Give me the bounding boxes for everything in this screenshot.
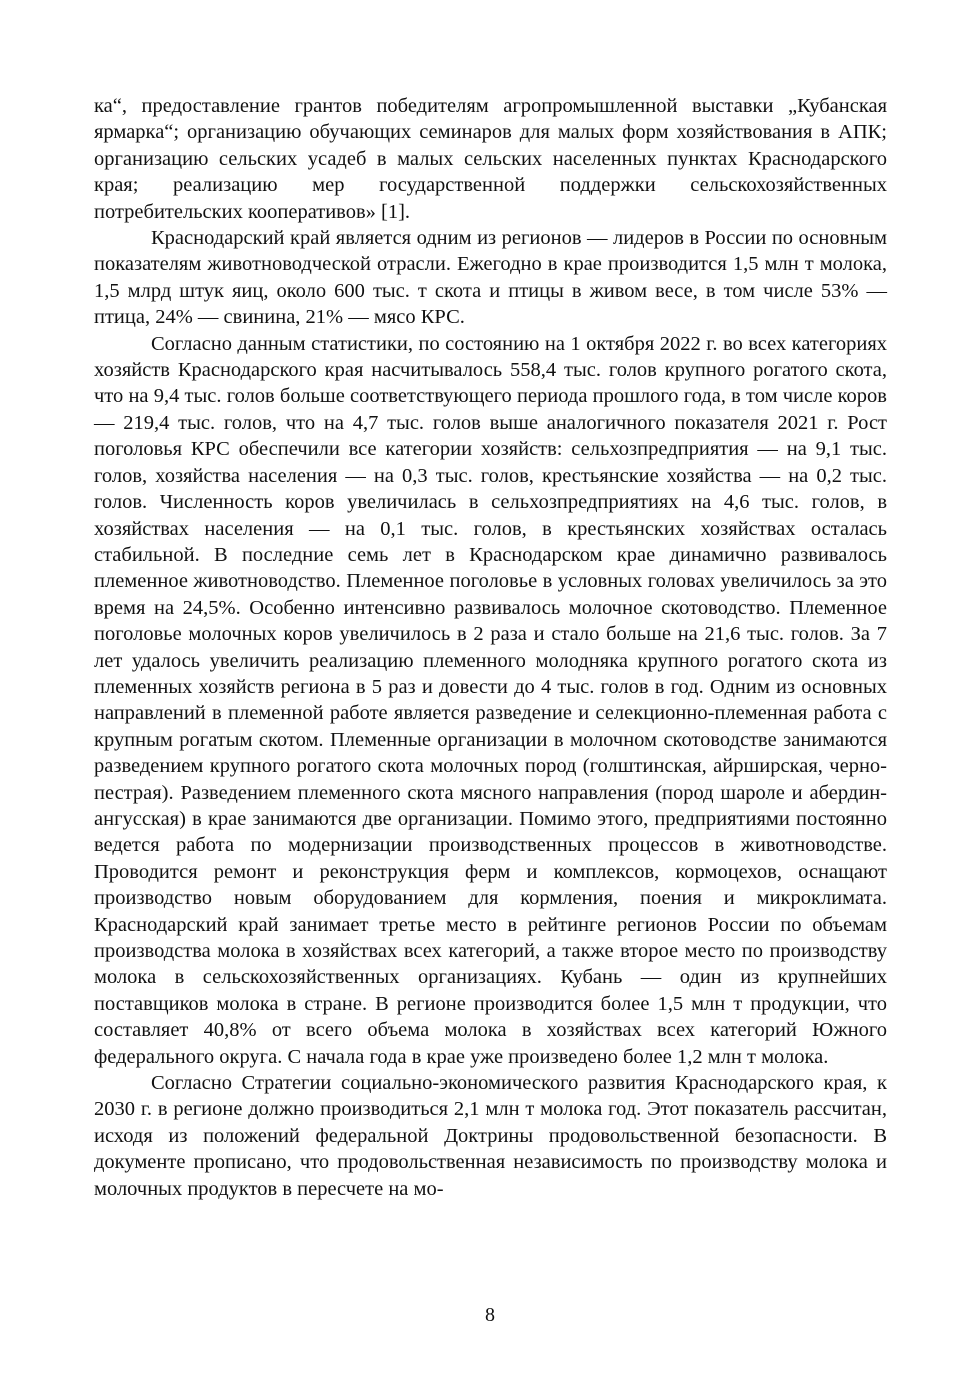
paragraph-statistics: Согласно данным статистики, по состоянию на 1 октября 2022 г. во всех категориях хозяйств Краснодарского края насчитывалось 558,4 тыс. голов крупного рогатого скота, что на 9,4 тыс. голов больше соответствующего периода прошлого года, в том числе коров — 219,4 тыс. голов, что на 4,7 тыс. голов выше аналогичного показателя 2021 г. Рост поголовья КРС обеспечили все категории хозяйств: сельхозпредприятия — на 9,1 тыс. голов, хозяйства населения — на 0,3 тыс. голов, крестьянские хозяйства — на 0,2 тыс. голов. Численность коров увеличилась в сельхозпредприятиях на 4,6 тыс. голов, в хозяйствах населения — на 0,1 тыс. голов, в крестьянских хозяйствах осталась стабильной. В последние семь лет в Краснодарском крае динамично развивалось племенное животноводство. Племенное поголовье в условных головах увеличилось за это время на 24,5%. Особенно интенсивно развивалось молочное скотоводство. Племенное поголовье молочных коров увеличилось в 2 раза и стало больше на 21,6 тыс. голов. За 7 лет удалось увеличить реализацию племенного молодняка крупного рогатого скота из племенных хозяйств региона в 5 раз и довести до 4 тыс. голов в год. Одним из основных направлений в племенной работе является разведение и селекционно-племенная работа с крупным рогатым скотом. Племенные организации в молочном скотоводстве занимаются разведением крупного рогатого скота молочных пород (голштинская, айрширская, черно-пестрая). Разведением племенного скота мясного направления (пород шароле и абердин-ангусская) в крае занимаются две организации. Помимо этого, предприятиями постоянно ведется работа по модернизации производственных процессов в животноводстве. Проводится ремонт и реконструкция ферм и комплексов, кормоцехов, оснащают производство новым оборудованием для кормления, поения и микроклимата. Краснодарский край занимает третье место в рейтинге регионов России по объемам производства молока в хозяйствах всех категорий, а также второе место по производству молока в сельскохозяйственных организациях. Кубань — один из крупнейших поставщиков молока в стране. В регионе производится более 1,5 млн т продукции, что составляет 40,8% от всего объема молока в хозяйствах всех категорий Южного федерального округа. С начала года в крае уже произведено более 1,2 млн т молока. [94,332,887,1068]
paragraph-continuation: ка“, предоставление грантов победителям агропромышленной выставки „Кубанская ярмарка“; организацию обучающих семинаров для малых форм хозяйствования в АПК; организацию сельских усадеб в малых сельских населенных пунктах Краснодарского края; реализацию мер государственной поддержки сельскохозяйственных потребительских кооперативов» [1]. [94,95,887,223]
page-number: 8 [485,1304,495,1326]
paragraph-livestock-leaders: Краснодарский край является одним из регионов — лидеров в России по основным показателям животноводческой отрасли. Ежегодно в крае производится 1,5 млн т молока, 1,5 млрд штук яиц, около 600 тыс. т скота и птицы в живом весе, в том числе 53% — птица, 24% — свинина, 21% — мясо КРС. [94,227,887,329]
document-body [94,93,887,1202]
paragraph-strategy: Согласно Стратегии социально-экономического развития Краснодарского края, к 2030 г. в регионе должно производиться 2,1 млн т молока год. Этот показатель рассчитан, исходя из положений федеральной Доктрины продовольственной безопасности. В документе прописано, что продовольственная независимость по производству молока и молочных продуктов в пересчете на мо- [94,1072,887,1200]
